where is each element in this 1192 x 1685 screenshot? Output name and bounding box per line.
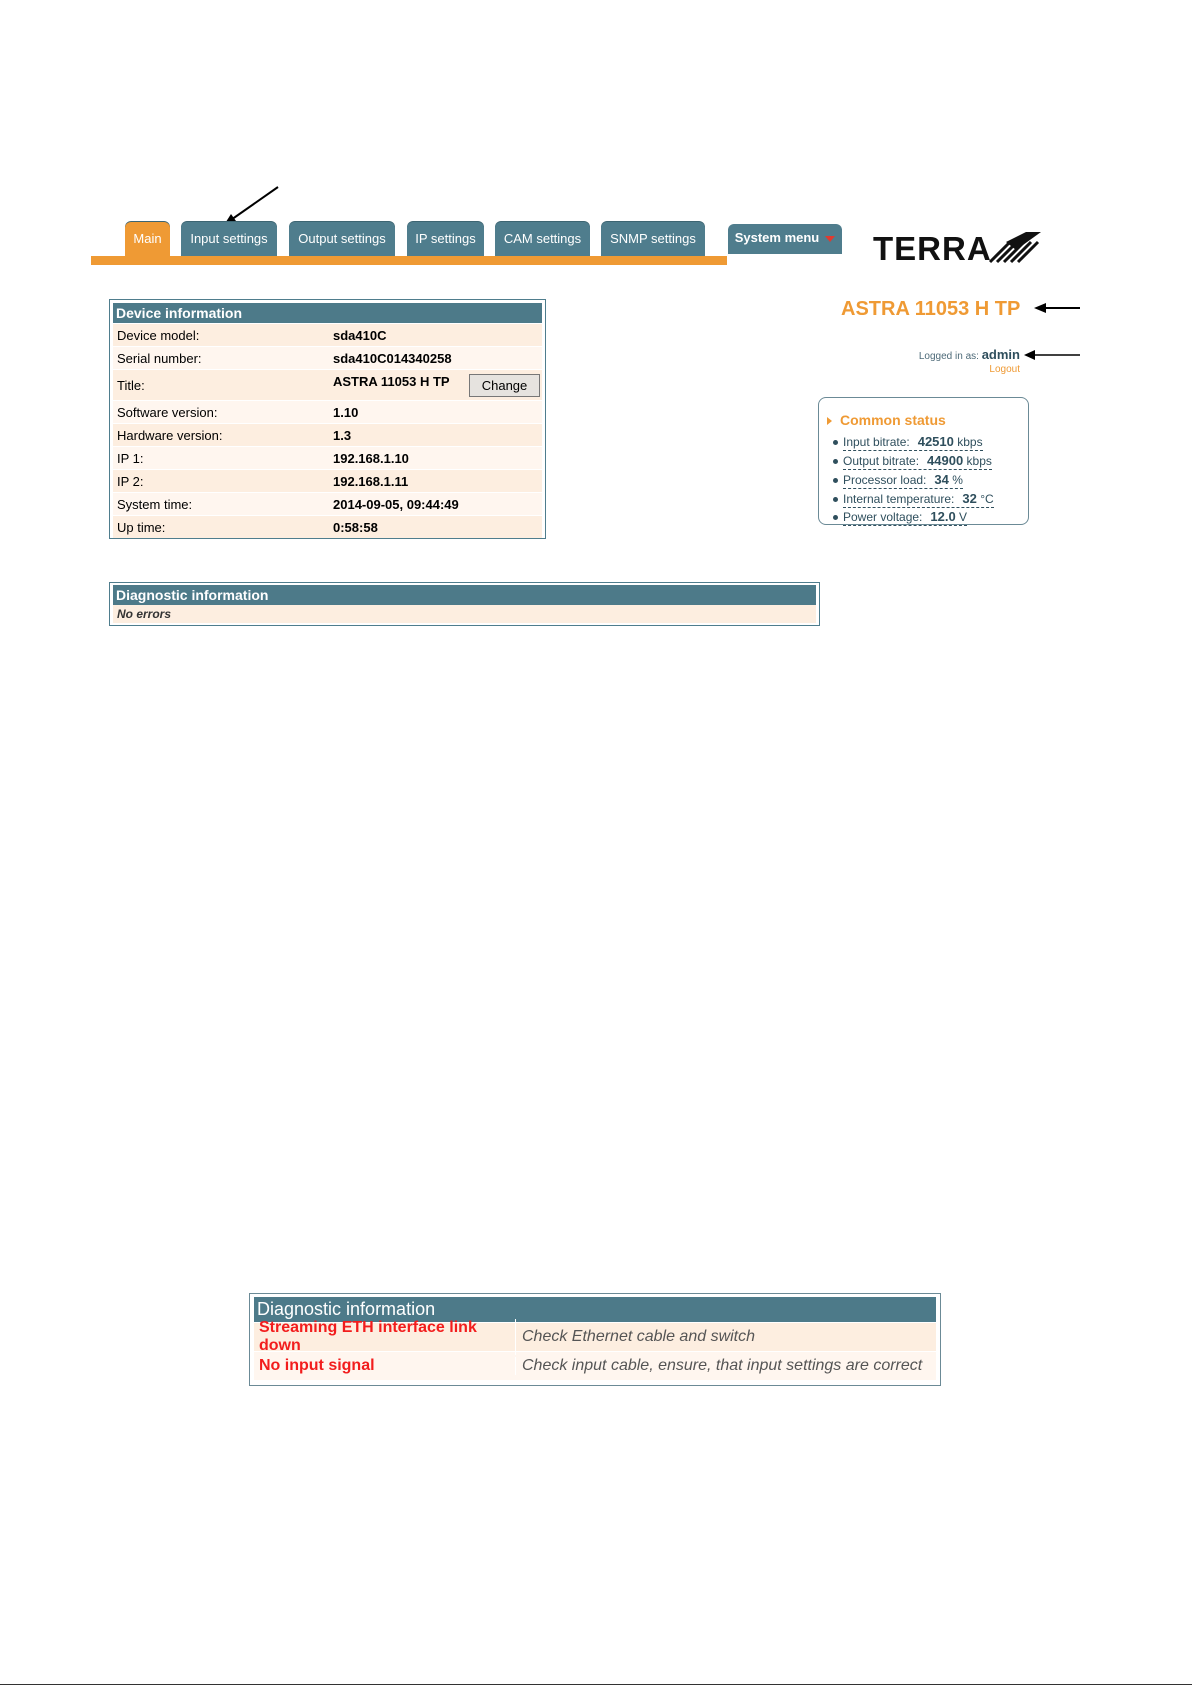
status-internal-temperature: [833, 491, 994, 506]
logout-link[interactable]: Logout: [989, 364, 1020, 375]
ip2-row: [113, 469, 542, 492]
up-time-row: [113, 515, 542, 538]
device-model-label: Device model:: [117, 327, 200, 343]
logged-in-info: [919, 347, 1020, 362]
status-unit: %: [952, 473, 963, 487]
change-title-button[interactable]: Change: [469, 374, 540, 397]
device-title: ASTRA 11053 H TP: [841, 298, 1021, 320]
tab-output-settings[interactable]: Output settings: [289, 222, 395, 256]
error-text: No input signal: [254, 1357, 516, 1375]
ip1-value: 192.168.1.10: [333, 450, 409, 466]
serial-number-row: [113, 346, 542, 369]
tab-ip-settings[interactable]: IP settings: [407, 222, 484, 256]
status-label: Output bitrate:: [843, 454, 920, 468]
diagnostic-information-title: Diagnostic information: [113, 585, 816, 605]
ip2-label: IP 2:: [117, 473, 144, 489]
hardware-version-row: [113, 423, 542, 446]
system-time-value: 2014-09-05, 09:44:49: [333, 496, 459, 512]
software-version-label: Software version:: [117, 404, 218, 420]
bullet-icon: [833, 497, 838, 502]
ip1-label: IP 1:: [117, 450, 144, 466]
status-label: Internal temperature:: [843, 492, 955, 506]
software-version-value: 1.10: [333, 404, 359, 420]
status-label: Input bitrate:: [843, 435, 910, 449]
serial-number-label: Serial number:: [117, 350, 202, 366]
common-status-title: [827, 412, 946, 428]
diagnostic-error-row: [254, 1351, 936, 1380]
title-value: ASTRA 11053 H TP: [333, 374, 450, 389]
terra-logo: [873, 226, 1043, 270]
chevron-down-icon: [825, 236, 835, 242]
error-hint: Check input cable, ensure, that input settings are correct: [522, 1357, 923, 1374]
diagnostic-message: No errors: [113, 605, 816, 623]
system-time-row: [113, 492, 542, 515]
tab-input-settings[interactable]: Input settings: [181, 222, 277, 256]
triangle-right-icon: [827, 417, 832, 425]
title-row: [113, 369, 542, 400]
status-unit: kbps: [957, 435, 983, 449]
main-tab-bar: [91, 222, 727, 255]
status-output-bitrate: [833, 453, 992, 468]
diagnostic-errors-title: Diagnostic information: [254, 1297, 936, 1322]
hardware-version-value: 1.3: [333, 427, 352, 443]
status-value: 44900: [927, 453, 964, 468]
status-unit: kbps: [966, 454, 992, 468]
status-value: 32: [962, 491, 977, 506]
common-status-panel: [818, 397, 1029, 525]
error-hint: Check Ethernet cable and switch: [522, 1328, 756, 1345]
username: admin: [981, 347, 1020, 362]
status-unit: V: [959, 510, 968, 524]
tab-main[interactable]: Main: [125, 222, 170, 256]
common-status-title-text: Common status: [840, 412, 946, 428]
device-information-panel: [109, 299, 546, 539]
error-text: Streaming ETH interface link down: [254, 1319, 516, 1355]
system-menu-button[interactable]: [728, 224, 842, 254]
status-value: 12.0: [930, 509, 956, 524]
software-version-row: [113, 400, 542, 423]
system-menu-label: System menu: [734, 230, 820, 245]
status-input-bitrate: [833, 434, 983, 449]
status-power-voltage: [833, 509, 967, 524]
tab-snmp-settings[interactable]: SNMP settings: [601, 222, 705, 256]
bullet-icon: [833, 515, 838, 520]
title-label: Title:: [117, 377, 145, 393]
diagnostic-error-row: [254, 1319, 936, 1354]
status-processor-load: [833, 472, 963, 487]
diagnostic-information-panel: [109, 582, 820, 626]
status-value: 34: [934, 472, 949, 487]
status-value: 42510: [917, 434, 954, 449]
status-label: Processor load:: [843, 473, 927, 487]
hardware-version-label: Hardware version:: [117, 427, 223, 443]
ip1-row: [113, 446, 542, 469]
device-information-title: Device information: [113, 303, 542, 323]
annotation-arrow-icon: [222, 184, 282, 226]
bullet-icon: [833, 478, 838, 483]
tab-underline: [91, 256, 727, 265]
status-unit: °C: [980, 492, 994, 506]
system-time-label: System time:: [117, 496, 193, 512]
status-label: Power voltage:: [843, 510, 923, 524]
bullet-icon: [833, 459, 838, 464]
up-time-label: Up time:: [117, 519, 166, 535]
diagnostic-errors-panel: [249, 1293, 941, 1386]
device-model-value: sda410C: [333, 327, 387, 343]
annotation-arrow-icon: [1024, 349, 1082, 361]
device-model-row: [113, 323, 542, 346]
bullet-icon: [833, 440, 838, 445]
serial-number-value: sda410C014340258: [333, 350, 452, 366]
annotation-arrow-icon: [1034, 301, 1082, 315]
logo-mark-icon: [986, 230, 1042, 264]
up-time-value: 0:58:58: [333, 519, 378, 535]
tab-cam-settings[interactable]: CAM settings: [495, 222, 590, 256]
ip2-value: 192.168.1.11: [333, 473, 409, 489]
logged-in-label: Logged in as:: [918, 351, 979, 362]
logo-text: TERRA: [873, 230, 992, 267]
